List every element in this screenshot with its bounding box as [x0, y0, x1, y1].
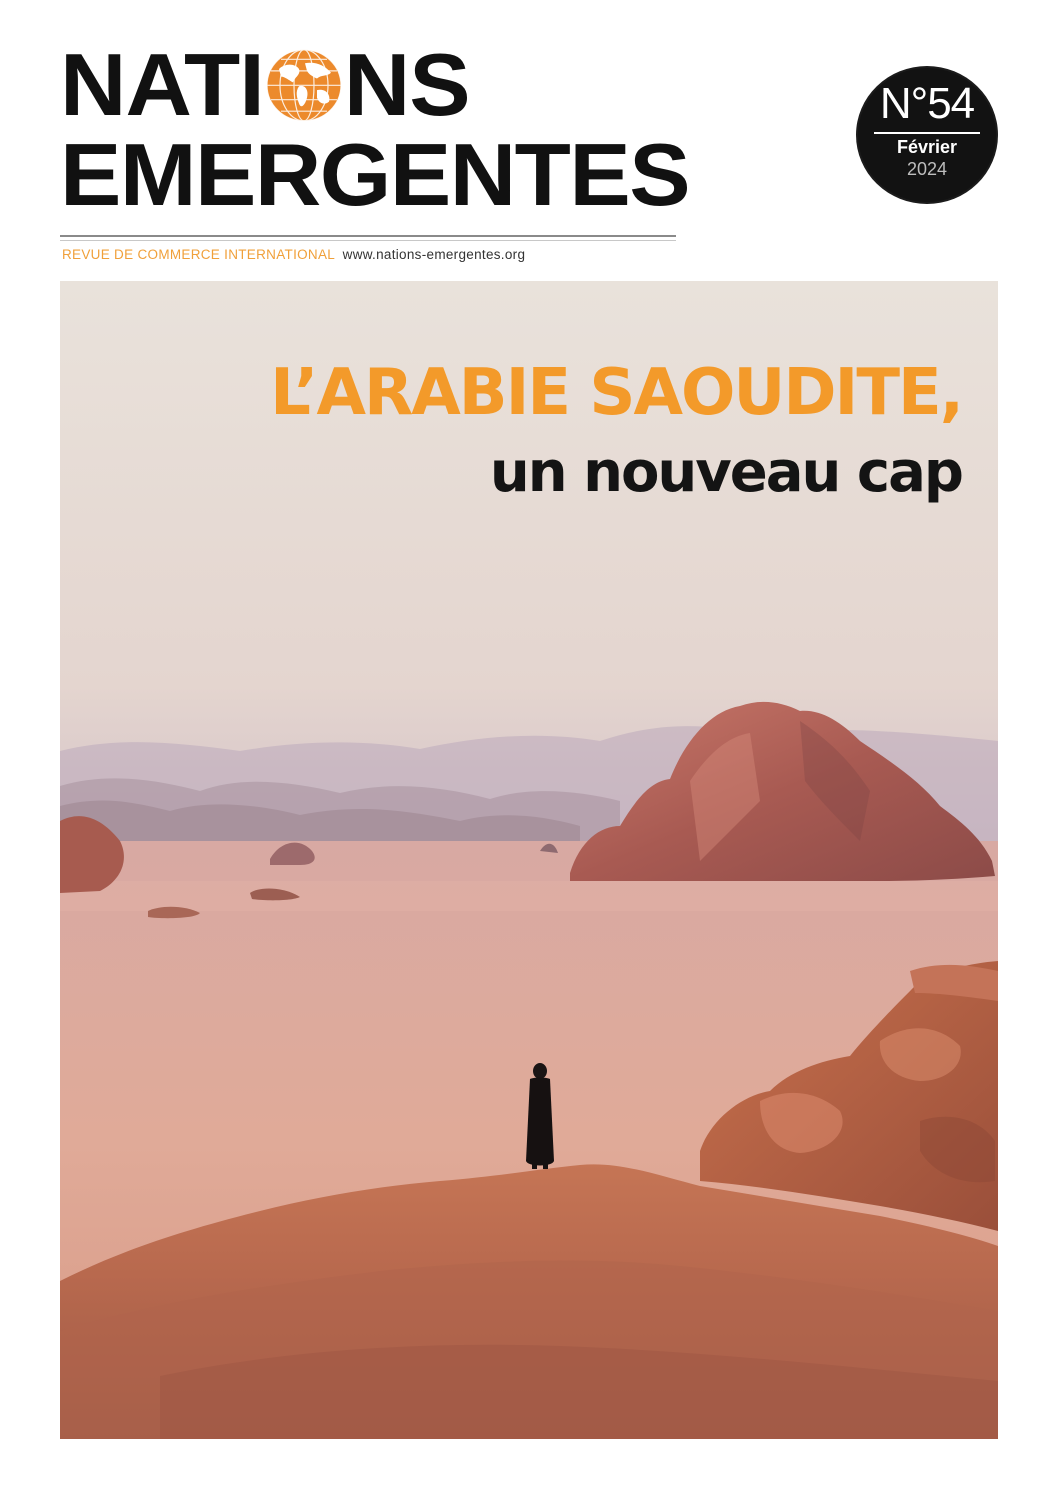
cover-photo [60, 281, 998, 1439]
issue-badge [858, 68, 996, 202]
masthead-title-line1 [60, 36, 680, 135]
masthead-divider-thin [60, 240, 676, 241]
issue-number: N°54 [879, 79, 975, 128]
tagline-text: REVUE DE COMMERCE INTERNATIONAL [62, 247, 335, 262]
cover-subheadline: un nouveau cap [489, 440, 962, 505]
masthead-title-line2: EMERGENTES [60, 126, 690, 225]
masthead-title-part1: NATI [60, 36, 264, 135]
cover-headline: L’ARABIE SAOUDITE, [270, 356, 962, 430]
tagline [62, 247, 525, 262]
issue-month: Février [896, 137, 958, 157]
masthead-title-part2: NS [343, 36, 470, 135]
website-link[interactable]: www.nations-emergentes.org [342, 247, 526, 262]
issue-year: 2024 [906, 159, 948, 179]
globe-logo-icon [265, 48, 343, 123]
masthead [60, 36, 690, 225]
issue-divider [874, 132, 980, 134]
masthead-divider [60, 235, 676, 237]
